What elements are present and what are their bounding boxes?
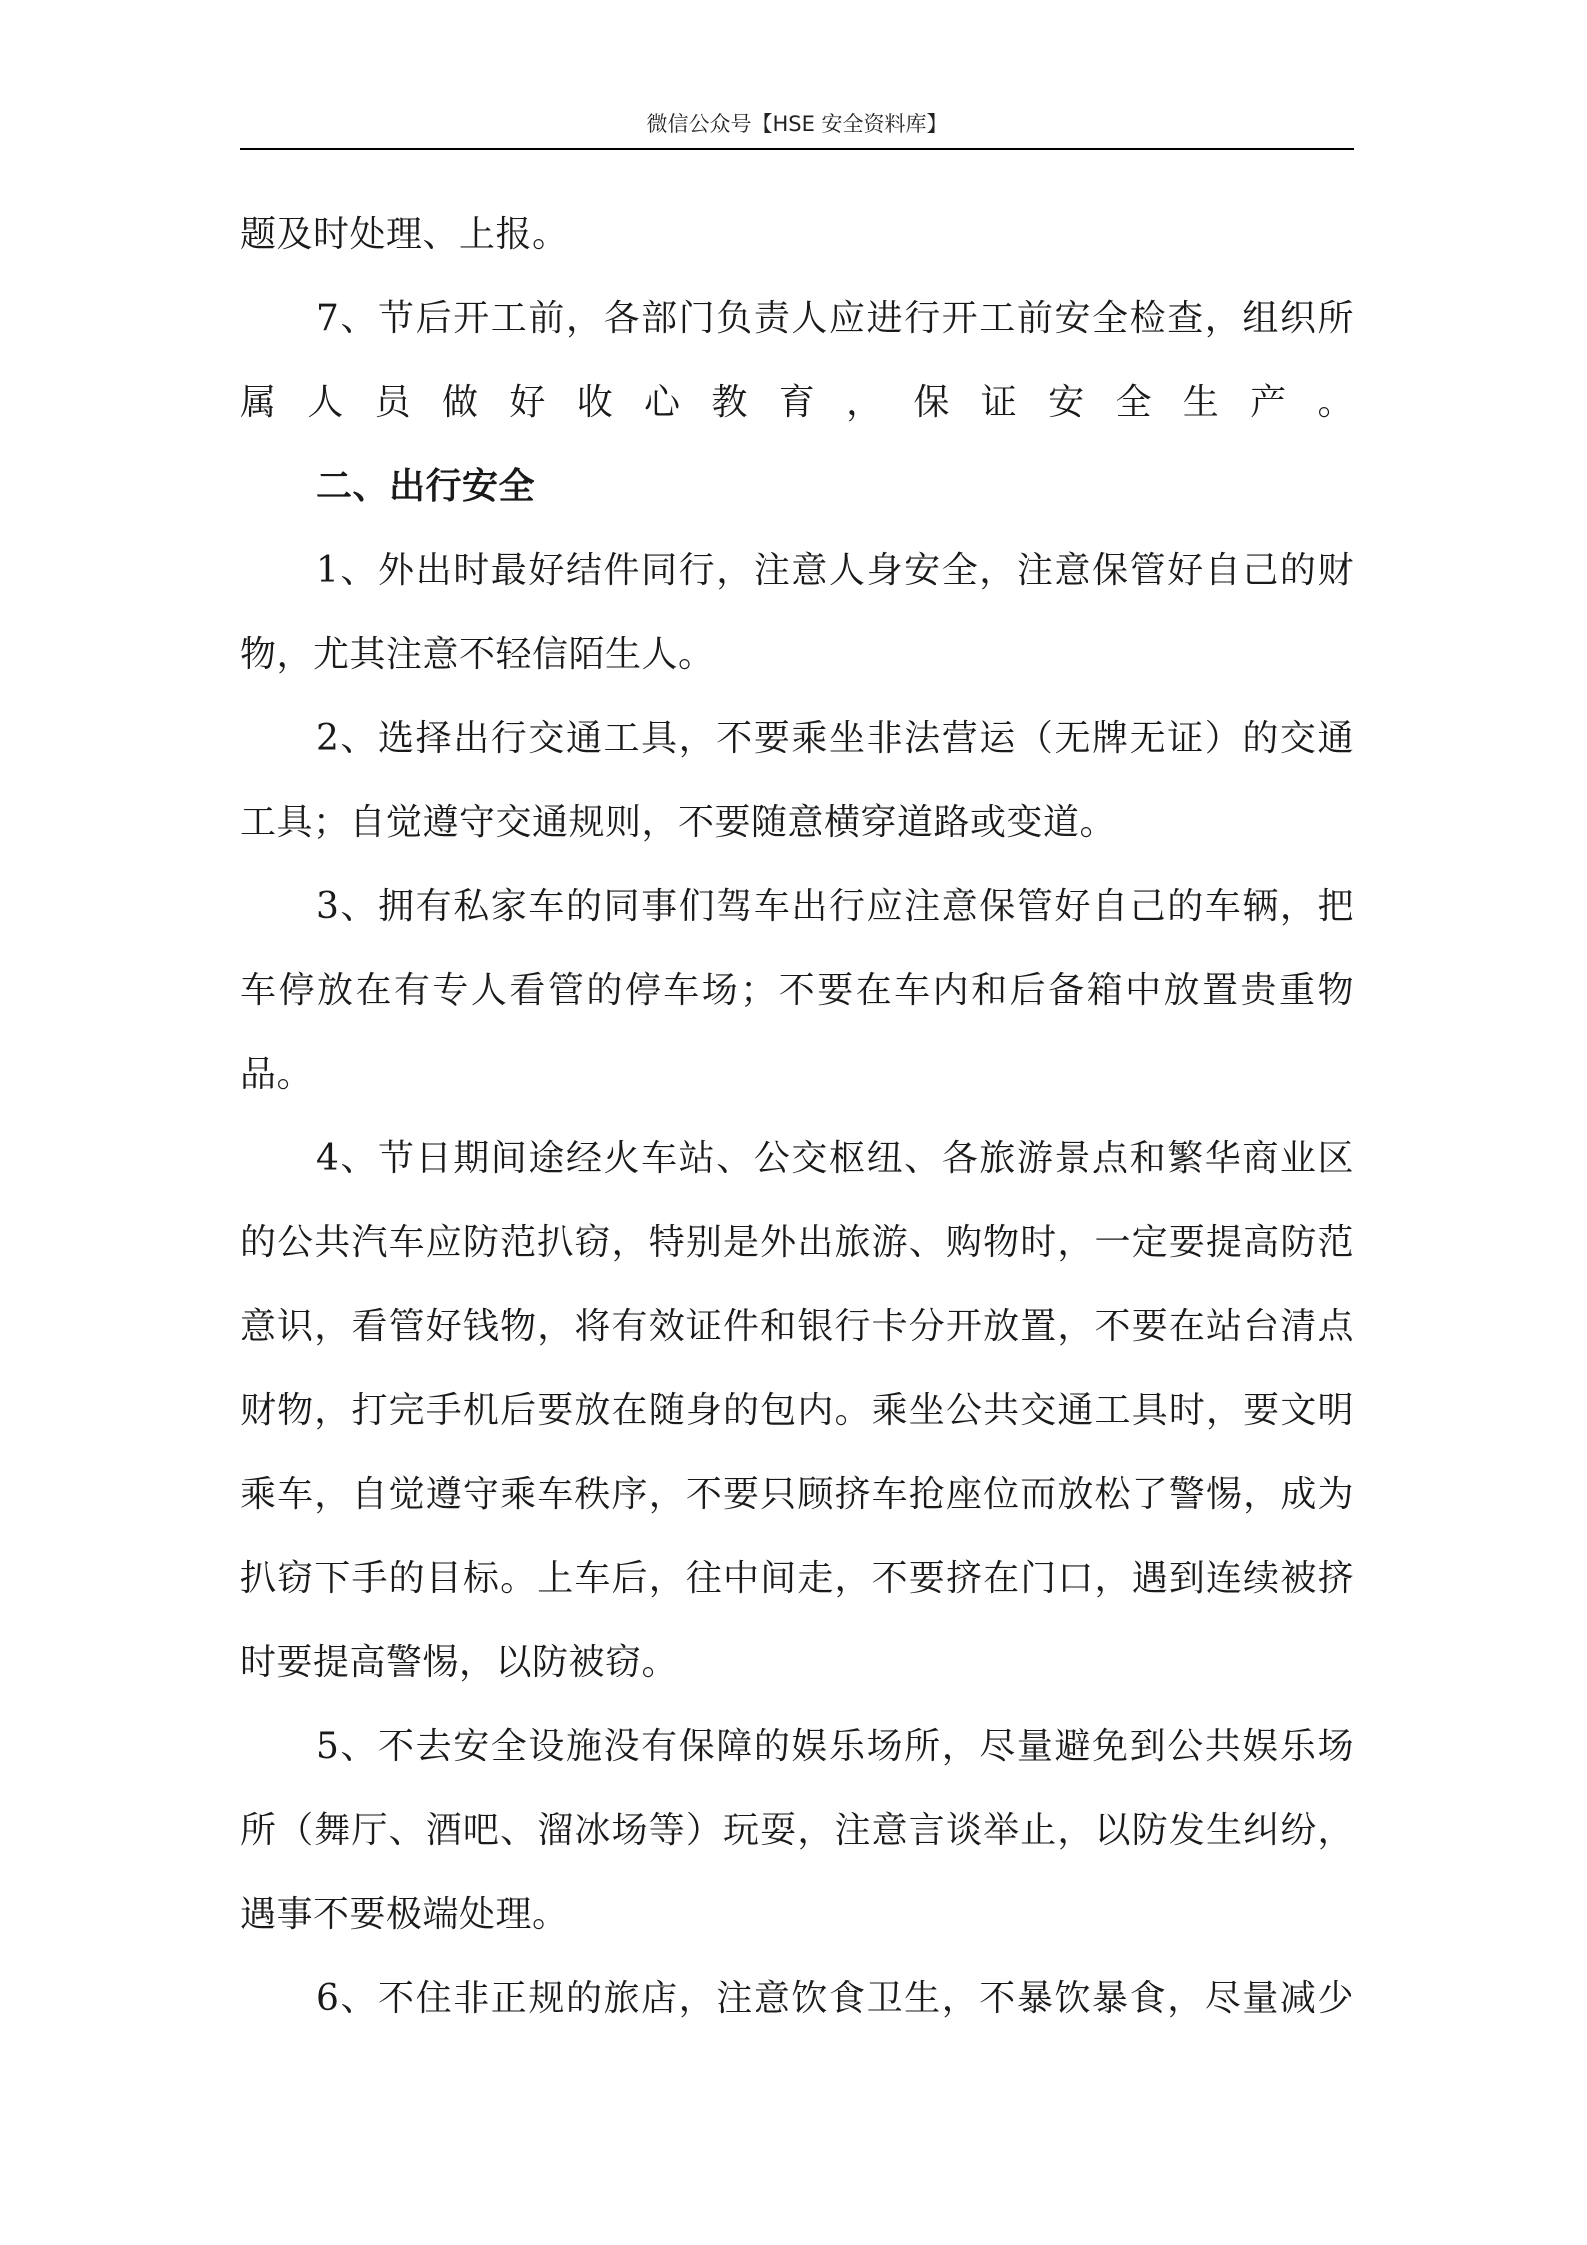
- body-line: 所（舞厅、酒吧、溜冰场等）玩耍，注意言谈举止，以防发生纠纷，: [240, 1810, 1354, 1851]
- body-line: 意识，看管好钱物，将有效证件和银行卡分开放置，不要在站台清点: [240, 1306, 1354, 1347]
- page-header: [240, 110, 1354, 150]
- body-line: 遇事不要极端处理。: [240, 1894, 569, 1935]
- body-line: 1、外出时最好结件同行，注意人身安全，注意保管好自己的财: [316, 550, 1354, 591]
- body-line: 属人员做好收心教育，保证安全生产。: [240, 382, 1354, 423]
- body-line: 的公共汽车应防范扒窃，特别是外出旅游、购物时，一定要提高防范: [240, 1222, 1354, 1263]
- body-line: 财物，打完手机后要放在随身的包内。乘坐公共交通工具时，要文明: [240, 1390, 1354, 1431]
- body-line: 2、选择出行交通工具，不要乘坐非法营运（无牌无证）的交通: [316, 718, 1354, 759]
- body-line: 品。: [240, 1054, 314, 1095]
- body-line: 5、不去安全设施没有保障的娱乐场所，尽量避免到公共娱乐场: [316, 1726, 1354, 1767]
- body-line: 3、拥有私家车的同事们驾车出行应注意保管好自己的车辆，把: [316, 886, 1354, 927]
- body-line: 扒窃下手的目标。上车后，往中间走，不要挤在门口，遇到连续被挤: [240, 1558, 1354, 1599]
- body-line: 题及时处理、上报。: [240, 214, 569, 255]
- body-line: 4、节日期间途经火车站、公交枢纽、各旅游景点和繁华商业区: [316, 1138, 1354, 1179]
- body-line: 车停放在有专人看管的停车场；不要在车内和后备箱中放置贵重物: [240, 970, 1354, 1011]
- body-line: 乘车，自觉遵守乘车秩序，不要只顾挤车抢座位而放松了警惕，成为: [240, 1474, 1354, 1515]
- body-line: 时要提高警惕，以防被窃。: [240, 1642, 679, 1683]
- body-line: 物，尤其注意不轻信陌生人。: [240, 634, 715, 675]
- body-line: 工具；自觉遵守交通规则，不要随意横穿道路或变道。: [240, 802, 1117, 843]
- body-line: 6、不住非正规的旅店，注意饮食卫生，不暴饮暴食，尽量减少: [316, 1978, 1354, 2019]
- body-line: 7、节后开工前，各部门负责人应进行开工前安全检查，组织所: [316, 298, 1354, 339]
- section-heading: 二、出行安全: [316, 466, 536, 507]
- header-text: 微信公众号【HSE 安全资料库】: [646, 112, 948, 136]
